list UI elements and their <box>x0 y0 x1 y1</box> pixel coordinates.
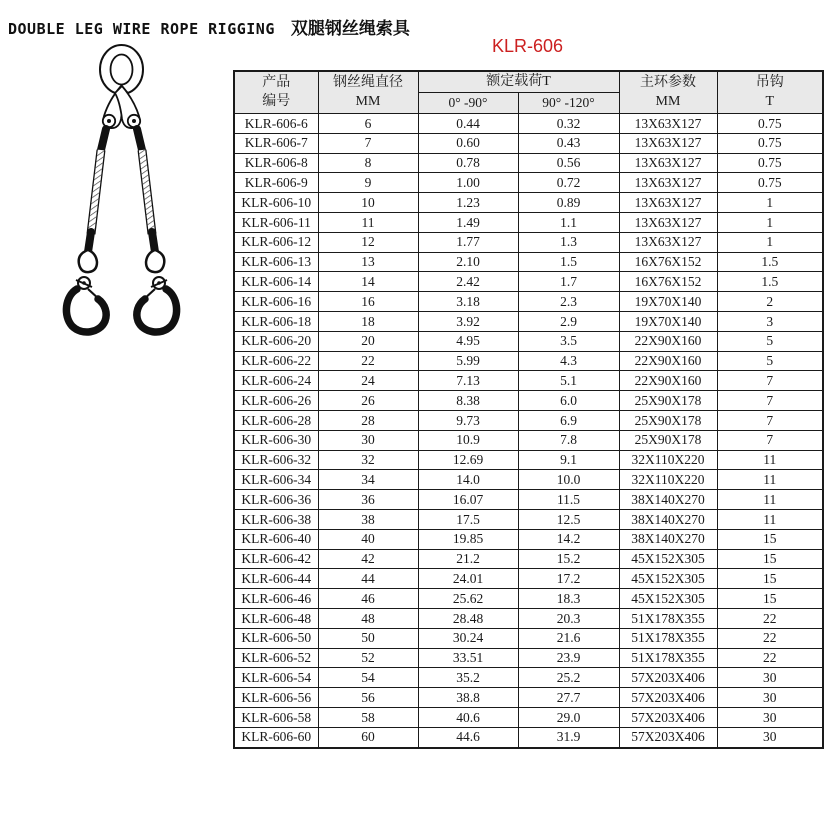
table-cell: 7.13 <box>418 371 518 391</box>
table-row <box>234 529 823 549</box>
table-cell: 36 <box>318 490 418 510</box>
table-cell: KLR-606-6 <box>234 114 318 134</box>
table-cell: 6.0 <box>518 391 619 411</box>
table-cell: 7 <box>318 133 418 153</box>
table-row <box>234 272 823 292</box>
table-row <box>234 133 823 153</box>
table-cell: 57X203X406 <box>619 707 717 727</box>
table-row <box>234 153 823 173</box>
table-cell: 12.69 <box>418 450 518 470</box>
table-cell: 44.6 <box>418 727 518 747</box>
wire-rope-left <box>88 129 106 252</box>
table-cell: 1.00 <box>418 173 518 193</box>
table-cell: 1.5 <box>717 272 823 292</box>
table-cell: 12.5 <box>518 509 619 529</box>
table-cell: 5.1 <box>518 371 619 391</box>
table-cell: 11 <box>717 450 823 470</box>
table-cell: 32 <box>318 450 418 470</box>
table-cell: 44 <box>318 569 418 589</box>
table-row <box>234 391 823 411</box>
table-cell: 24.01 <box>418 569 518 589</box>
table-body <box>234 114 823 748</box>
table-cell: KLR-606-13 <box>234 252 318 272</box>
table-cell: 15 <box>717 529 823 549</box>
table-row <box>234 371 823 391</box>
table-cell: KLR-606-16 <box>234 292 318 312</box>
table-row <box>234 668 823 688</box>
table-cell: 18 <box>318 311 418 331</box>
table-cell: 40 <box>318 529 418 549</box>
table-cell: 50 <box>318 628 418 648</box>
table-cell: 4.3 <box>518 351 619 371</box>
table-cell: KLR-606-44 <box>234 569 318 589</box>
table-cell: KLR-606-12 <box>234 232 318 252</box>
table-cell: 16.07 <box>418 490 518 510</box>
table-cell: 1 <box>717 212 823 232</box>
rope-thimble-fittings <box>103 86 140 128</box>
table-cell: 11 <box>318 212 418 232</box>
table-cell: 0.75 <box>717 114 823 134</box>
table-cell: 52 <box>318 648 418 668</box>
table-cell: 21.2 <box>418 549 518 569</box>
table-cell: 32X110X220 <box>619 450 717 470</box>
table-row <box>234 608 823 628</box>
table-cell: 1.1 <box>518 212 619 232</box>
table-cell: 13X63X127 <box>619 153 717 173</box>
table-cell: 45X152X305 <box>619 549 717 569</box>
table-cell: 14.2 <box>518 529 619 549</box>
table-cell: KLR-606-18 <box>234 311 318 331</box>
table-cell: 33.51 <box>418 648 518 668</box>
table-cell: 57X203X406 <box>619 727 717 747</box>
table-row <box>234 173 823 193</box>
table-cell: 7.8 <box>518 430 619 450</box>
table-cell: KLR-606-58 <box>234 707 318 727</box>
table-cell: 1 <box>717 232 823 252</box>
table-row <box>234 569 823 589</box>
table-cell: 15 <box>717 549 823 569</box>
table-cell: 7 <box>717 371 823 391</box>
safety-hook-right-icon <box>137 250 177 332</box>
table-cell: 20.3 <box>518 608 619 628</box>
table-cell: 6 <box>318 114 418 134</box>
table-cell: 32X110X220 <box>619 470 717 490</box>
header-rated-load: 额定载荷T <box>418 71 619 93</box>
table-cell: 10.0 <box>518 470 619 490</box>
table-cell: KLR-606-10 <box>234 193 318 213</box>
table-cell: 8.38 <box>418 391 518 411</box>
table-cell: KLR-606-14 <box>234 272 318 292</box>
table-cell: KLR-606-7 <box>234 133 318 153</box>
table-cell: 23.9 <box>518 648 619 668</box>
table-cell: 35.2 <box>418 668 518 688</box>
table-cell: KLR-606-34 <box>234 470 318 490</box>
table-row <box>234 648 823 668</box>
table-cell: 56 <box>318 688 418 708</box>
table-cell: KLR-606-40 <box>234 529 318 549</box>
table-cell: 1 <box>717 193 823 213</box>
table-cell: 57X203X406 <box>619 688 717 708</box>
table-cell: 4.95 <box>418 331 518 351</box>
table-cell: 38.8 <box>418 688 518 708</box>
table-cell: 29.0 <box>518 707 619 727</box>
table-cell: 0.43 <box>518 133 619 153</box>
table-cell: 18.3 <box>518 589 619 609</box>
table-cell: 30 <box>717 688 823 708</box>
table-row <box>234 252 823 272</box>
table-cell: KLR-606-50 <box>234 628 318 648</box>
table-cell: 25.2 <box>518 668 619 688</box>
header-rope-diameter: 钢丝绳直径 MM <box>318 71 418 114</box>
table-cell: 45X152X305 <box>619 569 717 589</box>
table-row <box>234 589 823 609</box>
table-cell: 17.2 <box>518 569 619 589</box>
table-cell: 0.75 <box>717 133 823 153</box>
table-cell: KLR-606-54 <box>234 668 318 688</box>
table-row <box>234 232 823 252</box>
table-cell: 0.56 <box>518 153 619 173</box>
table-cell: 19X70X140 <box>619 311 717 331</box>
table-cell: KLR-606-9 <box>234 173 318 193</box>
model-heading: KLR-606 <box>491 36 564 56</box>
table-cell: 48 <box>318 608 418 628</box>
table-row <box>234 430 823 450</box>
table-cell: KLR-606-36 <box>234 490 318 510</box>
table-cell: 5 <box>717 351 823 371</box>
table-cell: 3.92 <box>418 311 518 331</box>
table-cell: 25X90X178 <box>619 391 717 411</box>
table-cell: 22 <box>717 628 823 648</box>
table-cell: 2 <box>717 292 823 312</box>
table-row <box>234 688 823 708</box>
table-cell: 21.6 <box>518 628 619 648</box>
table-cell: 0.89 <box>518 193 619 213</box>
header-hook: 吊钩 T <box>717 71 823 114</box>
table-cell: 20 <box>318 331 418 351</box>
table-row <box>234 509 823 529</box>
table-cell: 9 <box>318 173 418 193</box>
table-cell: 22 <box>717 608 823 628</box>
table-row <box>234 450 823 470</box>
table-cell: 19X70X140 <box>619 292 717 312</box>
table-cell: 7 <box>717 410 823 430</box>
table-cell: 1.23 <box>418 193 518 213</box>
table-cell: 30 <box>318 430 418 450</box>
table-cell: 60 <box>318 727 418 747</box>
table-cell: KLR-606-11 <box>234 212 318 232</box>
table-cell: 24 <box>318 371 418 391</box>
table-cell: KLR-606-60 <box>234 727 318 747</box>
table-cell: 45X152X305 <box>619 589 717 609</box>
table-cell: 0.75 <box>717 173 823 193</box>
table-cell: 3.18 <box>418 292 518 312</box>
double-leg-sling-illustration <box>55 42 255 342</box>
table-row <box>234 727 823 747</box>
page-title-english: DOUBLE LEG WIRE ROPE RIGGING <box>8 20 275 38</box>
table-row <box>234 331 823 351</box>
table-cell: KLR-606-56 <box>234 688 318 708</box>
table-cell: KLR-606-42 <box>234 549 318 569</box>
table-cell: KLR-606-8 <box>234 153 318 173</box>
table-cell: 38X140X270 <box>619 529 717 549</box>
table-cell: KLR-606-48 <box>234 608 318 628</box>
table-row <box>234 490 823 510</box>
table-cell: 51X178X355 <box>619 608 717 628</box>
table-cell: 0.75 <box>717 153 823 173</box>
table-cell: 30 <box>717 707 823 727</box>
header-master-link: 主环参数 MM <box>619 71 717 114</box>
table-row <box>234 410 823 430</box>
table-cell: 15 <box>717 569 823 589</box>
table-cell: 13X63X127 <box>619 114 717 134</box>
table-cell: 25X90X178 <box>619 410 717 430</box>
table-cell: 13X63X127 <box>619 193 717 213</box>
table-cell: 26 <box>318 391 418 411</box>
table-cell: KLR-606-28 <box>234 410 318 430</box>
table-row <box>234 292 823 312</box>
table-cell: 14.0 <box>418 470 518 490</box>
table-cell: 22X90X160 <box>619 351 717 371</box>
safety-hook-left-icon <box>66 250 106 332</box>
table-cell: 0.32 <box>518 114 619 134</box>
table-row <box>234 114 823 134</box>
table-cell: 57X203X406 <box>619 668 717 688</box>
header-product-code: 产品 编号 <box>234 71 318 114</box>
table-cell: 16X76X152 <box>619 252 717 272</box>
table-cell: 0.72 <box>518 173 619 193</box>
table-cell: 22 <box>717 648 823 668</box>
table-cell: 3.5 <box>518 331 619 351</box>
table-cell: 1.3 <box>518 232 619 252</box>
specification-table <box>233 70 824 749</box>
table-cell: 11 <box>717 470 823 490</box>
table-cell: 8 <box>318 153 418 173</box>
table-cell: 0.78 <box>418 153 518 173</box>
table-cell: 1.5 <box>518 252 619 272</box>
table-cell: KLR-606-52 <box>234 648 318 668</box>
table-cell: 1.49 <box>418 212 518 232</box>
table-cell: 22X90X160 <box>619 371 717 391</box>
table-cell: 54 <box>318 668 418 688</box>
table-cell: 7 <box>717 391 823 411</box>
table-cell: 12 <box>318 232 418 252</box>
table-row <box>234 549 823 569</box>
table-cell: 38 <box>318 509 418 529</box>
table-cell: 38X140X270 <box>619 509 717 529</box>
table-cell: 2.10 <box>418 252 518 272</box>
table-cell: 19.85 <box>418 529 518 549</box>
table-cell: KLR-606-30 <box>234 430 318 450</box>
table-cell: 25X90X178 <box>619 430 717 450</box>
table-cell: 17.5 <box>418 509 518 529</box>
table-cell: 22X90X160 <box>619 331 717 351</box>
table-cell: 7 <box>717 430 823 450</box>
table-cell: 28 <box>318 410 418 430</box>
table-cell: 42 <box>318 549 418 569</box>
table-cell: 31.9 <box>518 727 619 747</box>
table-cell: 11 <box>717 490 823 510</box>
table-row <box>234 351 823 371</box>
table-cell: 10 <box>318 193 418 213</box>
table-cell: 1.77 <box>418 232 518 252</box>
table-cell: 22 <box>318 351 418 371</box>
table-cell: 34 <box>318 470 418 490</box>
table-cell: KLR-606-20 <box>234 331 318 351</box>
table-cell: 0.60 <box>418 133 518 153</box>
table-cell: 51X178X355 <box>619 648 717 668</box>
table-cell: 2.42 <box>418 272 518 292</box>
table-cell: 15.2 <box>518 549 619 569</box>
table-cell: 40.6 <box>418 707 518 727</box>
table-cell: 0.44 <box>418 114 518 134</box>
table-cell: 6.9 <box>518 410 619 430</box>
table-cell: 2.9 <box>518 311 619 331</box>
table-cell: 14 <box>318 272 418 292</box>
table-cell: 27.7 <box>518 688 619 708</box>
table-cell: KLR-606-22 <box>234 351 318 371</box>
table-cell: 51X178X355 <box>619 628 717 648</box>
table-cell: 38X140X270 <box>619 490 717 510</box>
table-cell: KLR-606-24 <box>234 371 318 391</box>
table-cell: 13X63X127 <box>619 173 717 193</box>
table-cell: 3 <box>717 311 823 331</box>
table-cell: 30.24 <box>418 628 518 648</box>
page-title-chinese: 双腿钢丝绳索具 <box>290 19 410 39</box>
table-row <box>234 212 823 232</box>
table-cell: 30 <box>717 668 823 688</box>
header-load-angle-90-120: 90° -120° <box>518 93 619 114</box>
table-row <box>234 193 823 213</box>
table-cell: KLR-606-32 <box>234 450 318 470</box>
table-cell: KLR-606-26 <box>234 391 318 411</box>
table-cell: 1.7 <box>518 272 619 292</box>
table-header <box>234 71 823 114</box>
table-cell: 13X63X127 <box>619 232 717 252</box>
table-cell: 15 <box>717 589 823 609</box>
table-cell: 5.99 <box>418 351 518 371</box>
table-cell: KLR-606-46 <box>234 589 318 609</box>
table-cell: KLR-606-38 <box>234 509 318 529</box>
table-cell: 10.9 <box>418 430 518 450</box>
table-cell: 5 <box>717 331 823 351</box>
table-cell: 13X63X127 <box>619 133 717 153</box>
table-cell: 2.3 <box>518 292 619 312</box>
table-row <box>234 707 823 727</box>
table-row <box>234 470 823 490</box>
table-cell: 30 <box>717 727 823 747</box>
header-load-angle-0-90: 0° -90° <box>418 93 518 114</box>
table-cell: 16 <box>318 292 418 312</box>
table-cell: 9.73 <box>418 410 518 430</box>
table-cell: 28.48 <box>418 608 518 628</box>
table-cell: 16X76X152 <box>619 272 717 292</box>
table-cell: 11 <box>717 509 823 529</box>
table-row <box>234 628 823 648</box>
table-cell: 11.5 <box>518 490 619 510</box>
table-cell: 58 <box>318 707 418 727</box>
table-cell: 25.62 <box>418 589 518 609</box>
table-cell: 1.5 <box>717 252 823 272</box>
table-cell: 9.1 <box>518 450 619 470</box>
table-cell: 13 <box>318 252 418 272</box>
table-row <box>234 311 823 331</box>
wire-rope-right <box>137 129 155 252</box>
table-cell: 46 <box>318 589 418 609</box>
table-cell: 13X63X127 <box>619 212 717 232</box>
